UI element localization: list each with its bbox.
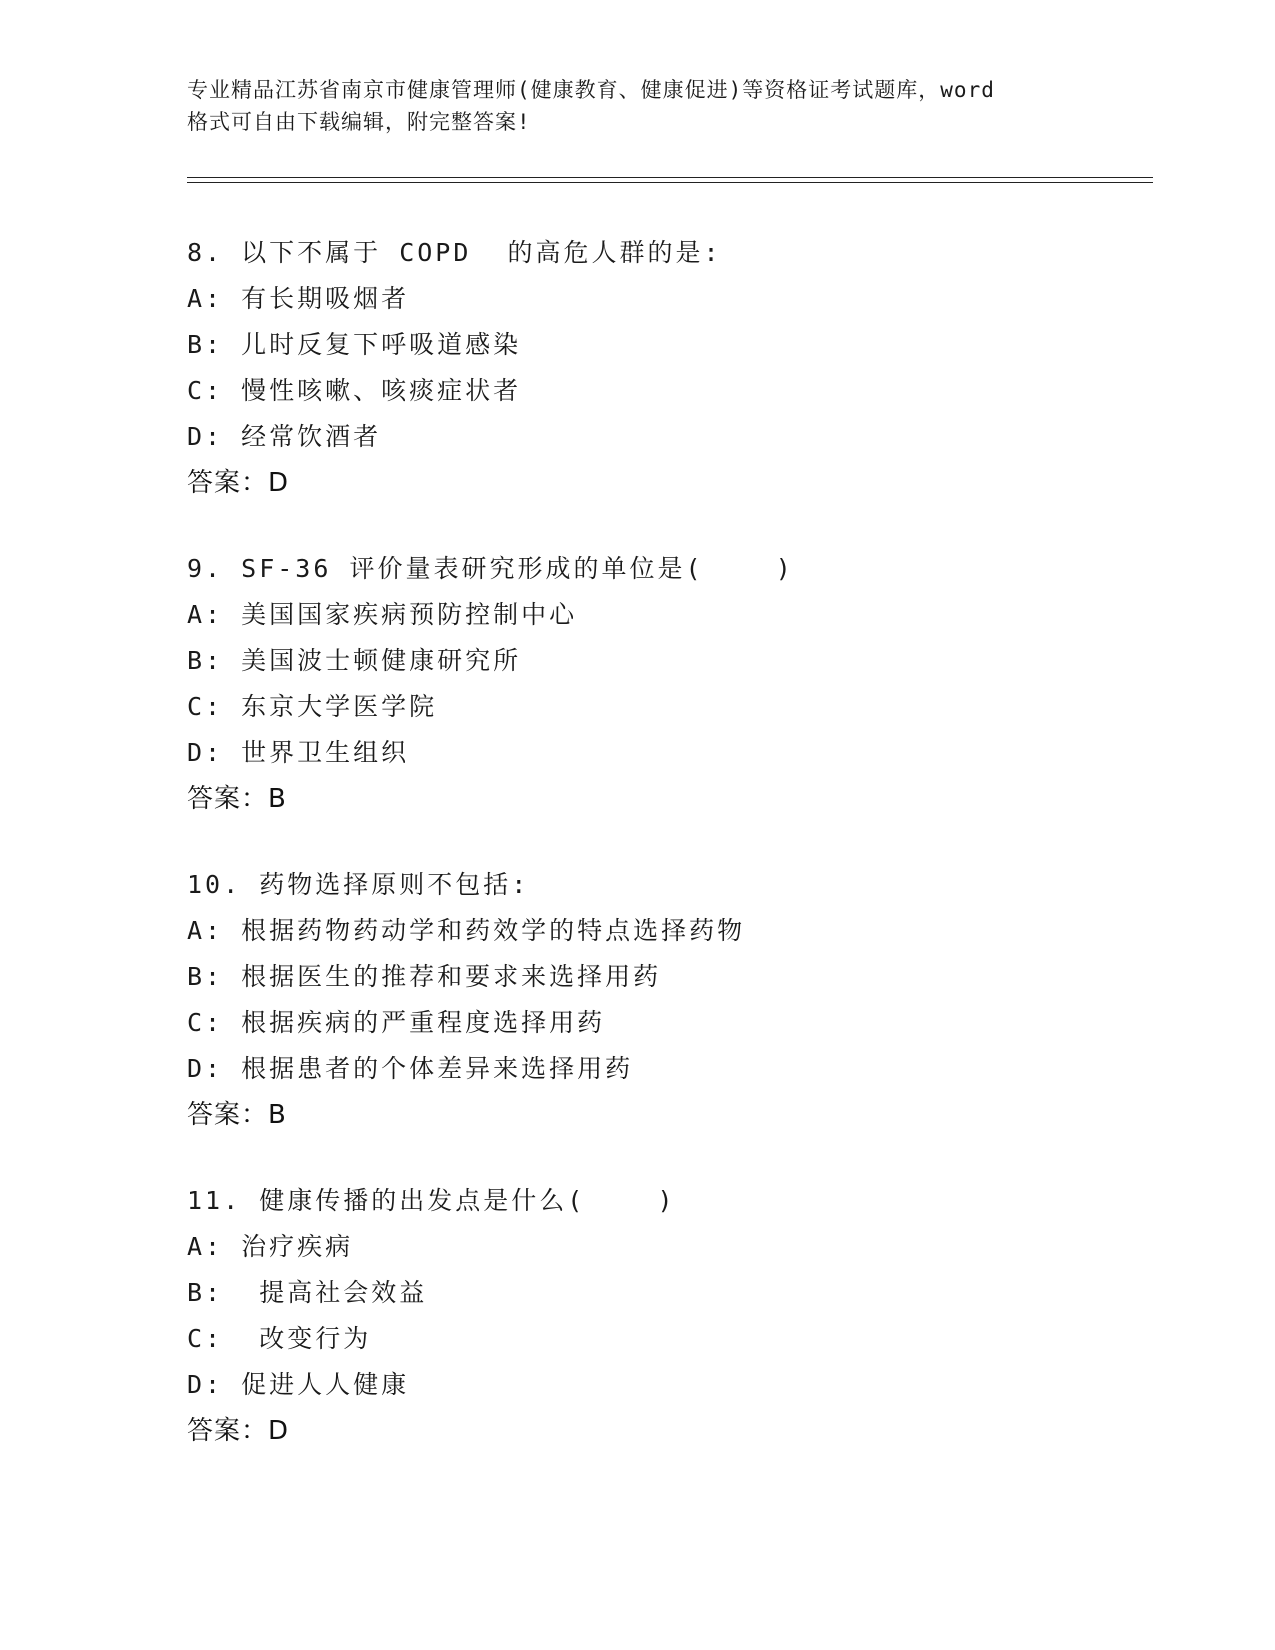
option-d: D: 世界卫生组织 (187, 738, 410, 767)
question-8 (187, 230, 1137, 506)
option-d: D: 根据患者的个体差异来选择用药 (187, 1054, 634, 1083)
option-a: A: 有长期吸烟者 (187, 284, 410, 313)
option-b: B: 提高社会效益 (187, 1278, 428, 1307)
question-11 (187, 1178, 1137, 1454)
option-c: C: 东京大学医学院 (187, 692, 438, 721)
option-a: A: 根据药物药动学和药效学的特点选择药物 (187, 916, 746, 945)
question-9 (187, 546, 1137, 822)
header-line-2: 格式可自由下载编辑，附完整答案! (187, 110, 531, 134)
header-divider-bottom (187, 182, 1153, 183)
question-stem: 11. 健康传播的出发点是什么( ) (187, 1186, 676, 1215)
document-header (187, 74, 1107, 138)
answer-label: 答案：B (187, 1100, 287, 1130)
answer-label: 答案：D (187, 1416, 290, 1446)
header-line-1: 专业精品江苏省南京市健康管理师(健康教育、健康促进)等资格证考试题库，word (187, 78, 995, 102)
option-a: A: 美国国家疾病预防控制中心 (187, 600, 578, 629)
answer-label: 答案：D (187, 468, 290, 498)
question-stem: 9. SF-36 评价量表研究形成的单位是( ) (187, 554, 794, 583)
option-b: B: 美国波士顿健康研究所 (187, 646, 522, 675)
option-c: C: 慢性咳嗽、咳痰症状者 (187, 376, 522, 405)
option-b: B: 根据医生的推荐和要求来选择用药 (187, 962, 662, 991)
question-stem: 10. 药物选择原则不包括: (187, 870, 530, 899)
option-b: B: 儿时反复下呼吸道感染 (187, 330, 522, 359)
question-10 (187, 862, 1137, 1138)
option-c: C: 根据疾病的严重程度选择用药 (187, 1008, 606, 1037)
option-d: D: 促进人人健康 (187, 1370, 410, 1399)
option-c: C: 改变行为 (187, 1324, 372, 1353)
option-d: D: 经常饮酒者 (187, 422, 382, 451)
question-stem: 8. 以下不属于 COPD 的高危人群的是: (187, 238, 722, 267)
answer-label: 答案：B (187, 784, 287, 814)
option-a: A: 治疗疾病 (187, 1232, 354, 1261)
header-divider-top (187, 177, 1153, 178)
